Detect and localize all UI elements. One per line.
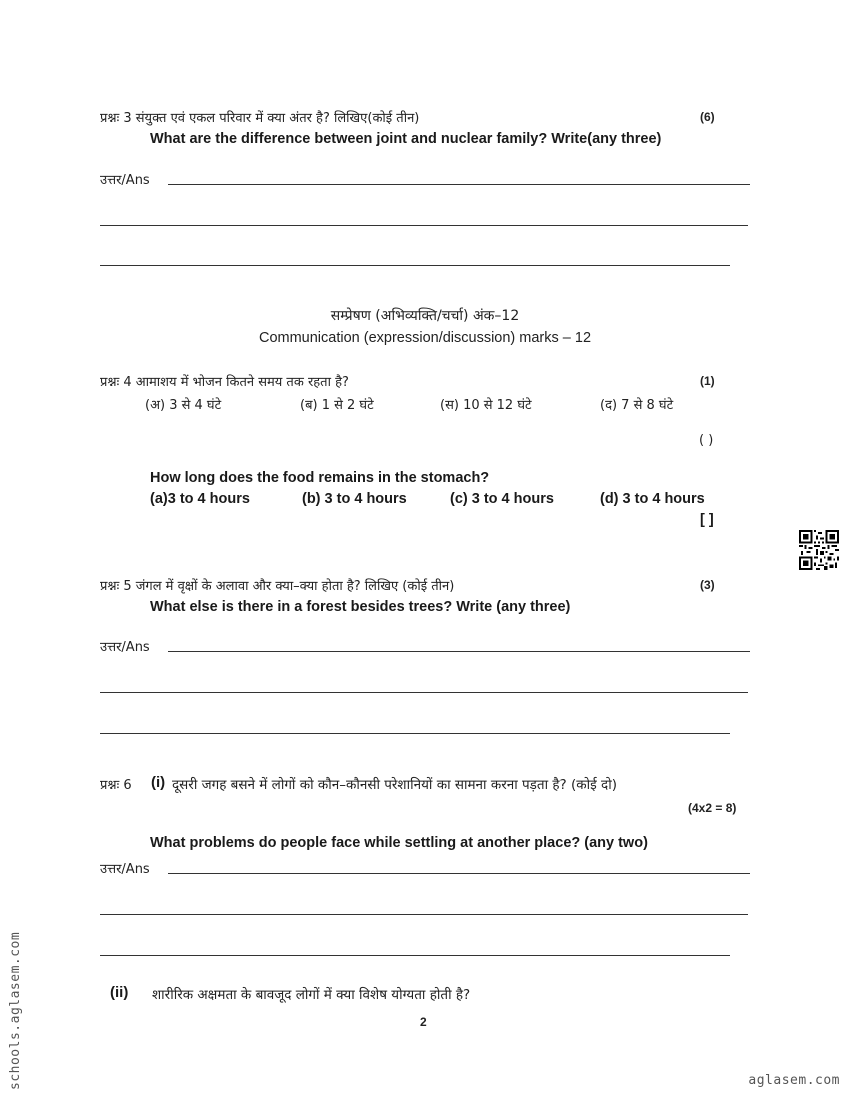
q4-hindi-answer-bracket: ( ) xyxy=(699,433,714,448)
q5-answer-label: उत्तर/Ans xyxy=(100,640,150,655)
answer-line xyxy=(100,692,748,693)
section-heading-english: Communication (expression/discussion) marks – 12 xyxy=(258,330,592,346)
q6-marks: (4x2 = 8) xyxy=(688,801,737,815)
q4-english-option-c: (c) 3 to 4 hours xyxy=(450,491,554,507)
answer-line xyxy=(100,955,730,956)
page-number: 2 xyxy=(420,1015,427,1029)
corner-watermark: aglasem.com xyxy=(748,1073,840,1088)
answer-line xyxy=(168,873,750,874)
q4-hindi-option-c: (स) 10 से 12 घंटे xyxy=(440,398,532,413)
q6-answer-label: उत्तर/Ans xyxy=(100,862,150,877)
q4-english-option-a: (a)3 to 4 hours xyxy=(150,491,250,507)
answer-line xyxy=(100,914,748,915)
side-watermark: schools.aglasem.com xyxy=(8,931,23,1090)
q4-hindi-option-b: (ब) 1 से 2 घंटे xyxy=(300,398,374,413)
q3-marks: (6) xyxy=(700,110,715,124)
q4-hindi: प्रश्नः 4 आमाशय में भोजन कितने समय तक रहता है? xyxy=(100,375,349,390)
answer-line xyxy=(168,651,750,652)
q4-marks: (1) xyxy=(700,374,715,388)
answer-line xyxy=(168,184,750,185)
answer-line xyxy=(100,225,748,226)
q5-hindi: प्रश्नः 5 जंगल में वृक्षों के अलावा और क्या–क्या होता है? लिखिए (कोई तीन) xyxy=(100,579,455,594)
q4-english: How long does the food remains in the stomach? xyxy=(150,470,490,486)
q4-hindi-option-d: (द) 7 से 8 घंटे xyxy=(600,398,674,413)
q4-english-option-d: (d) 3 to 4 hours xyxy=(600,491,705,507)
q6-part-ii-label: (ii) xyxy=(110,984,129,1001)
q4-english-option-b: (b) 3 to 4 hours xyxy=(302,491,407,507)
answer-line xyxy=(100,265,730,266)
q6-english: What problems do people face while settling at another place? (any two) xyxy=(150,835,648,851)
answer-line xyxy=(100,733,730,734)
q6-part-ii-hindi: शारीरिक अक्षमता के बावजूद लोगों में क्या विशेष योग्यता होती है? xyxy=(152,987,471,1003)
q4-hindi-option-a: (अ) 3 से 4 घंटे xyxy=(145,398,222,413)
section-heading-hindi: सम्प्रेषण (अभिव्यक्ति/चर्चा) अंक–12 xyxy=(330,308,520,324)
q6-part-i-label: (i) xyxy=(151,774,166,791)
q3-hindi: प्रश्नः 3 संयुक्त एवं एकल परिवार में क्या अंतर है? लिखिए(कोई तीन) xyxy=(100,111,420,126)
q3-english: What are the difference between joint and nuclear family? Write(any three) xyxy=(150,131,662,147)
q5-marks: (3) xyxy=(700,578,715,592)
q6-hindi-prefix: प्रश्नः 6 xyxy=(100,778,132,793)
q5-english: What else is there in a forest besides trees? Write (any three) xyxy=(150,599,571,615)
q4-english-answer-bracket: [ ] xyxy=(700,512,714,528)
q3-answer-label: उत्तर/Ans xyxy=(100,173,150,188)
qr-code-icon xyxy=(799,530,839,570)
q6-hindi: दूसरी जगह बसने में लोगों को कौन–कौनसी परेशानियों का सामना करना पड़ता है? (कोई दो) xyxy=(172,777,617,793)
